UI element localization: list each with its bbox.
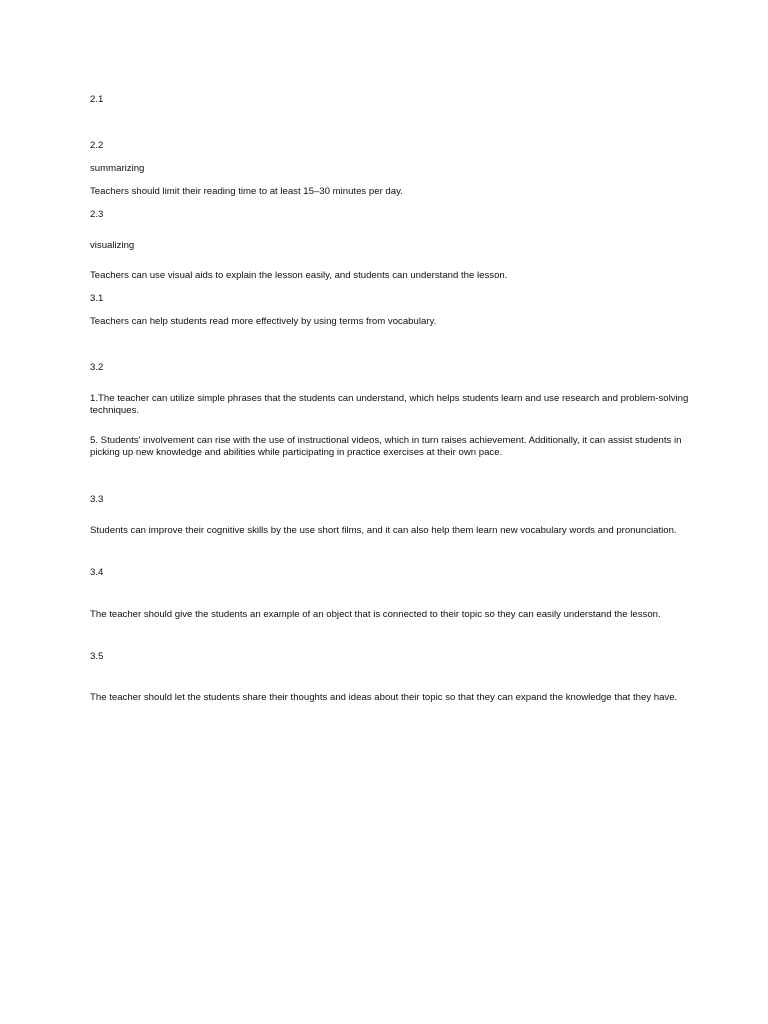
section-number-3-2: 3.2: [90, 362, 104, 373]
paragraph-3-5: The teacher should let the students share their thoughts and ideas about their topic so that they can expand the knowledge that they have.: [90, 692, 678, 703]
paragraph-3-3: Students can improve their cognitive skills by the use short films, and it can also help them learn new vocabulary words and pronunciation.: [90, 525, 677, 536]
section-number-3-3: 3.3: [90, 494, 104, 505]
section-number-2-2: 2.2: [90, 140, 104, 151]
section-number-2-1: 2.1: [90, 94, 104, 105]
paragraph-2-2: Teachers should limit their reading time to at least 15–30 minutes per day.: [90, 186, 403, 197]
term-summarizing: summarizing: [90, 163, 145, 174]
paragraph-2-3: Teachers can use visual aids to explain the lesson easily, and students can understand the lesson.: [90, 270, 508, 281]
paragraph-3-2-b: 5. Students' involvement can rise with the use of instructional videos, which in turn raises achievement. Additionally, it can assist students in picking up new knowledge and abilities while participating in practice exercises at their own pace.: [90, 435, 682, 458]
paragraph-3-2-a: 1.The teacher can utilize simple phrases that the students can understand, which helps students learn and use research and problem-solving techniques.: [90, 393, 689, 416]
paragraph-3-4: The teacher should give the students an example of an object that is connected to their topic so they can easily understand the lesson.: [90, 609, 661, 620]
section-number-3-4: 3.4: [90, 567, 104, 578]
paragraph-3-1: Teachers can help students read more effectively by using terms from vocabulary.: [90, 316, 437, 327]
term-visualizing: visualizing: [90, 240, 135, 251]
section-number-3-5: 3.5: [90, 651, 104, 662]
section-number-2-3: 2.3: [90, 209, 104, 220]
section-number-3-1: 3.1: [90, 293, 104, 304]
